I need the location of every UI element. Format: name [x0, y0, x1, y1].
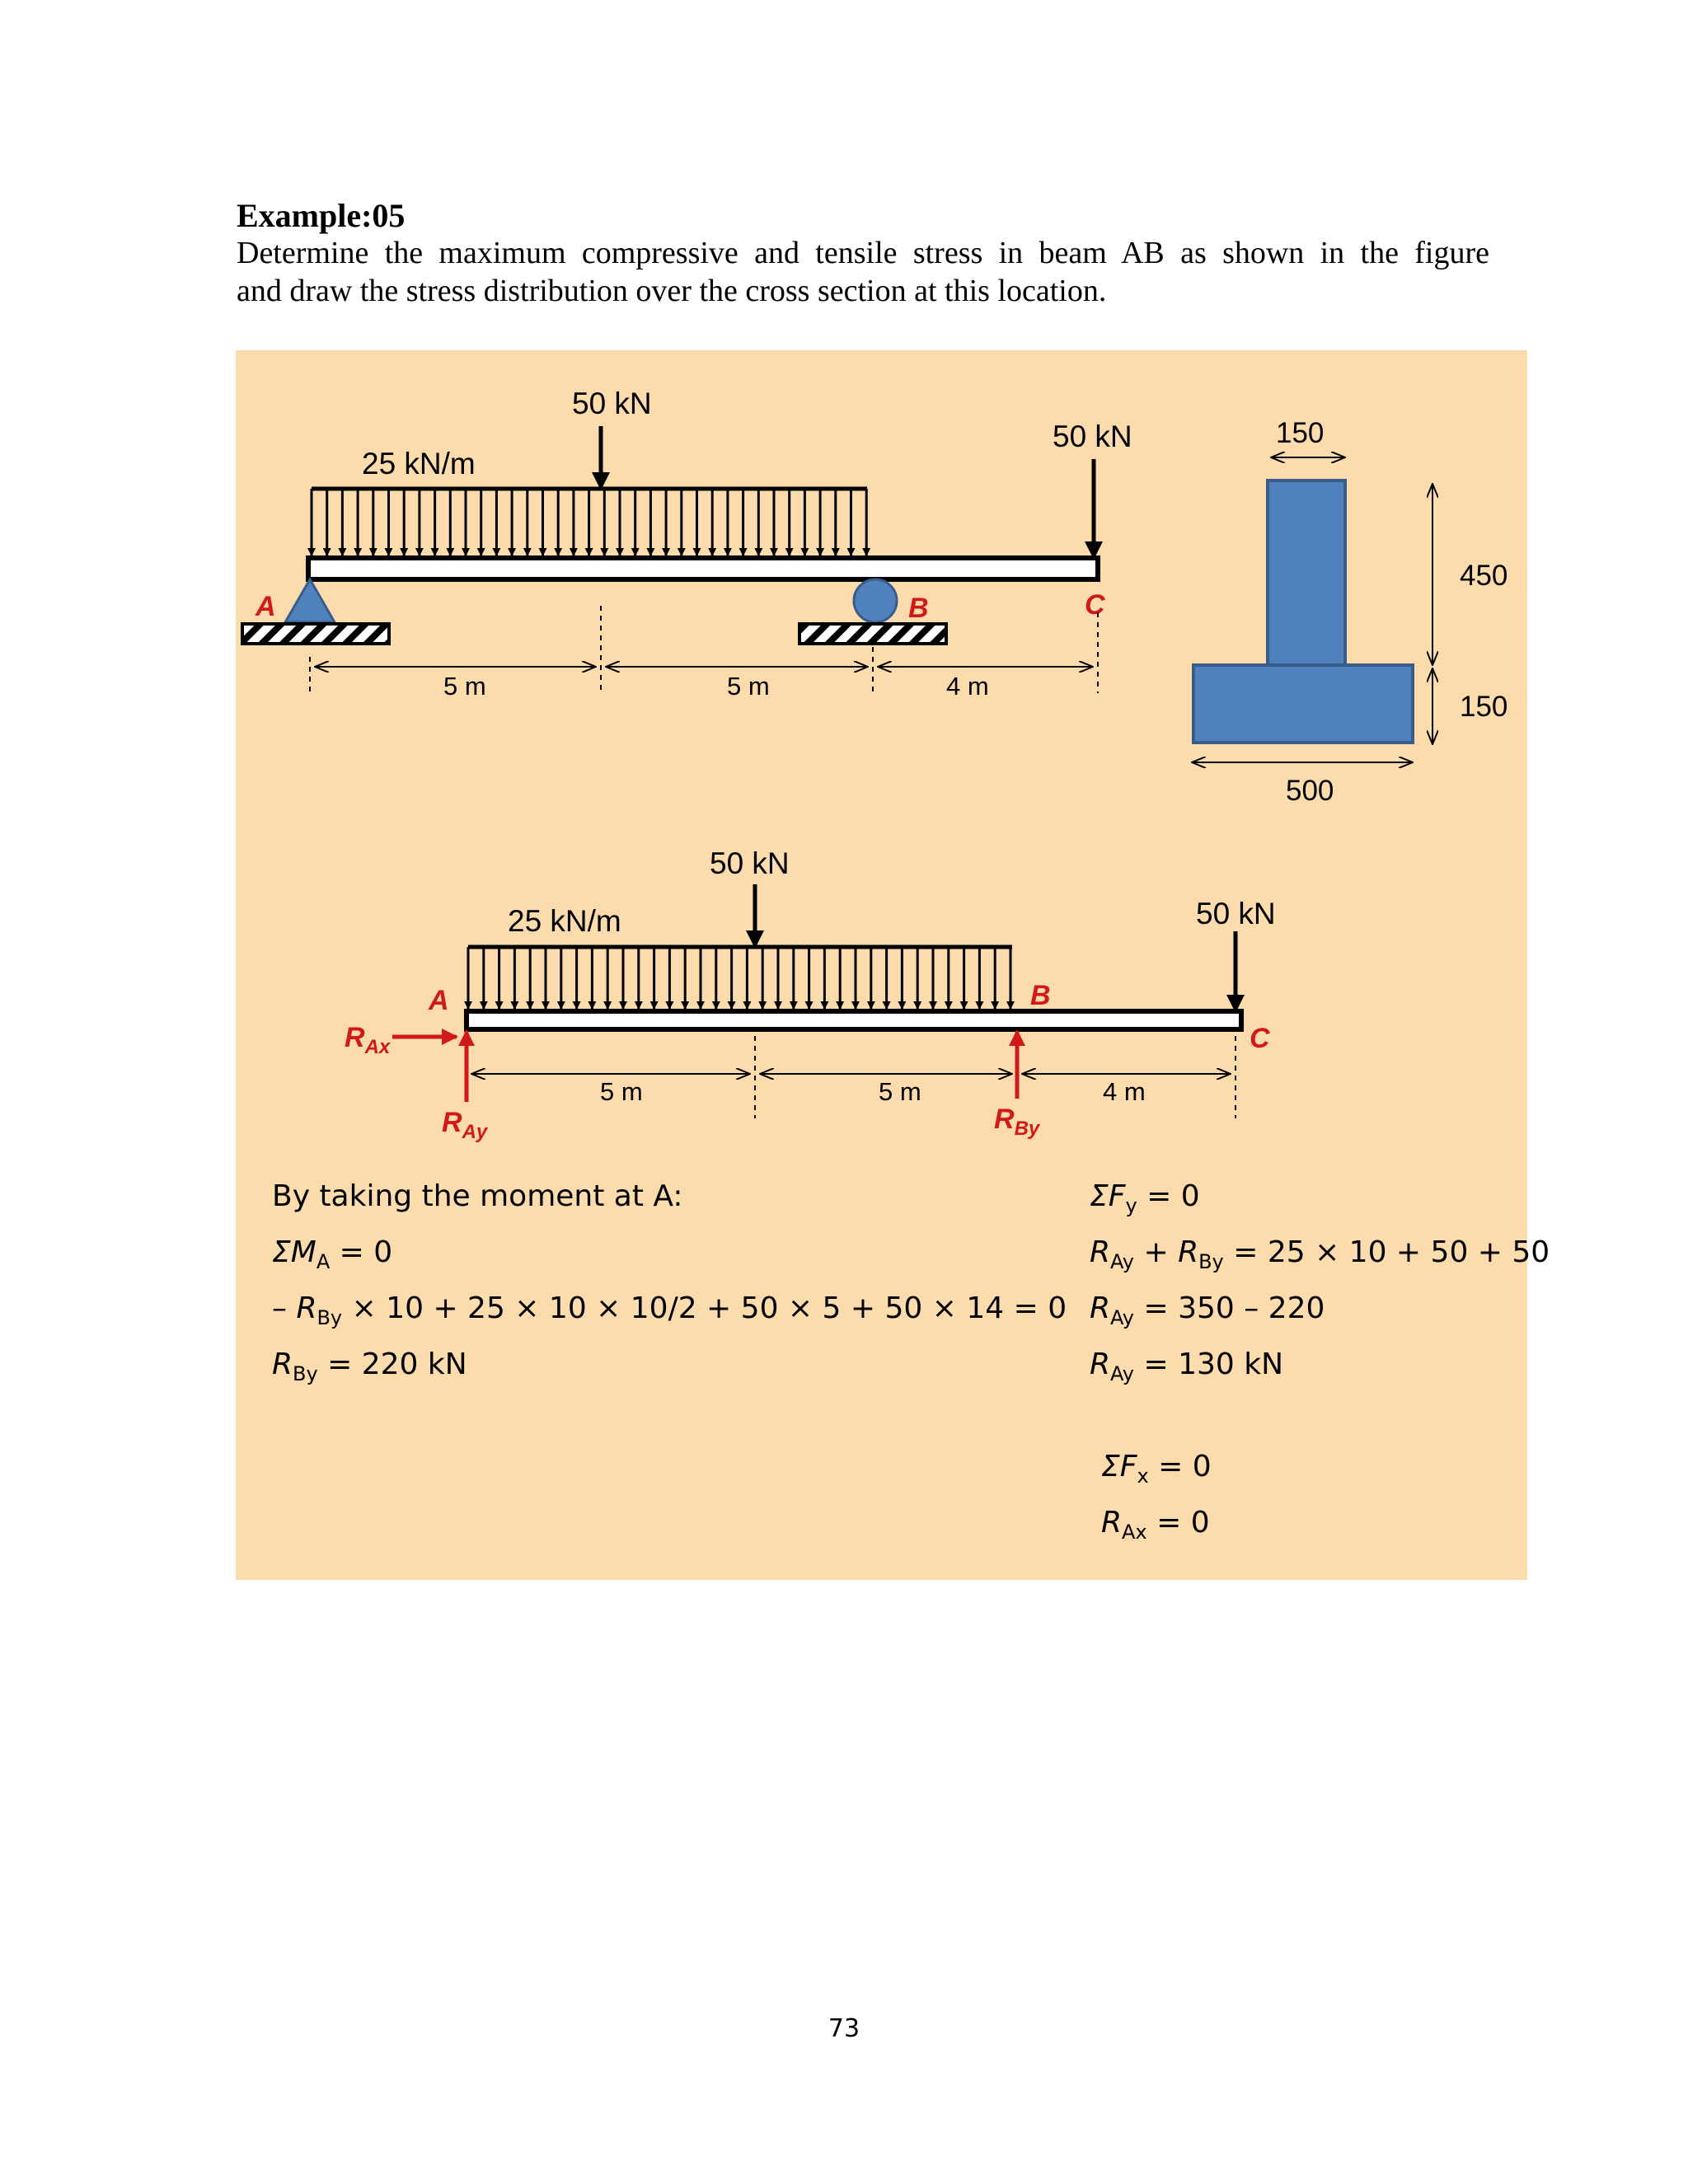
fbd-end-load-label: 50 kN [1196, 897, 1276, 930]
example-figure [236, 350, 1550, 1580]
top-udl [312, 489, 867, 555]
reaction-ray-label: $R_{Ay}$ [442, 1107, 488, 1143]
section-flange-height-label: 150 [1460, 691, 1508, 723]
vertical-equilibrium-equation: $R_{Ay} + R_{By} = 25 \times 10 + 50 + 50$ [1090, 1235, 1550, 1273]
fbd-point-c-label: C [1250, 1023, 1270, 1054]
ray-result-equation: $R_{Ay} = 130$ kN [1090, 1347, 1283, 1385]
moment-expansion-equation: – $R_{By} \times 10 + 25 \times 10 \times 10/2 + 50 \times 5 + 50 \times 14 = 0$ [272, 1291, 1067, 1329]
free-body-diagram [345, 846, 1276, 1143]
sum-moment-equation: $\Sigma M_A = 0$ [272, 1235, 393, 1273]
problem-statement [237, 234, 1489, 310]
roller-support-icon [854, 579, 897, 622]
fbd-dim-3: 4 m [1103, 1077, 1146, 1106]
top-dim-1: 5 m [443, 672, 486, 701]
top-dim-2: 5 m [727, 672, 770, 701]
section-web [1268, 480, 1345, 667]
top-point-a-label: A [256, 591, 276, 622]
rby-result-equation: $R_{By} = 220$ kN [272, 1347, 467, 1385]
top-end-load-label: 50 kN [1053, 419, 1132, 453]
fbd-udl-arrows [468, 947, 1010, 1009]
top-point-c-label: C [1085, 589, 1105, 621]
beam-diagram [236, 350, 1527, 1580]
ray-subtraction-equation: $R_{Ay} = 350 - 220$ [1090, 1291, 1325, 1329]
top-dim-3: 4 m [946, 672, 989, 701]
ground-hatch-b [799, 624, 946, 644]
section-web-height-label: 450 [1460, 560, 1508, 592]
problem-line-1: Determine the maximum compressive and tensile stress in beam AB as shown in the figure [237, 236, 1489, 270]
fbd-point-load-label: 50 kN [710, 846, 790, 880]
fbd-point-b-label: B [1030, 980, 1051, 1011]
sum-fx-equation: $\Sigma F_x = 0$ [1101, 1450, 1212, 1488]
cross-section-diagram [1192, 417, 1507, 807]
top-beam-diagram [242, 387, 1132, 701]
fbd-beam-body [467, 1011, 1241, 1029]
example-heading: Example:05 [237, 197, 406, 234]
top-beam-body [308, 558, 1098, 579]
section-base-width-label: 500 [1286, 775, 1334, 807]
section-top-width-label: 150 [1276, 417, 1325, 449]
fbd-point-a-label: A [429, 985, 449, 1016]
pin-support-icon [285, 579, 335, 622]
page-number: 73 [828, 2014, 860, 2043]
reaction-rax-label: $R_{Ax}$ [345, 1022, 391, 1058]
fbd-dim-2: 5 m [879, 1077, 921, 1106]
problem-line-2: and draw the stress distribution over the cross section at this location. [237, 274, 1107, 308]
rax-result-equation: $R_{Ax} = 0$ [1101, 1506, 1210, 1544]
top-point-b-label: B [908, 593, 929, 624]
top-udl-arrows [312, 489, 866, 555]
fbd-udl-label: 25 kN/m [508, 904, 621, 938]
fbd-dim-1: 5 m [600, 1077, 643, 1106]
top-udl-label: 25 kN/m [362, 447, 476, 480]
moment-intro-text: By taking the moment at A: [272, 1179, 683, 1213]
reaction-rby-label: $R_{By}$ [994, 1104, 1040, 1140]
section-flange [1193, 665, 1413, 743]
top-point-load-label: 50 kN [572, 387, 652, 420]
sum-fy-equation: $\Sigma F_y = 0$ [1090, 1179, 1200, 1217]
ground-hatch-a [242, 624, 389, 644]
